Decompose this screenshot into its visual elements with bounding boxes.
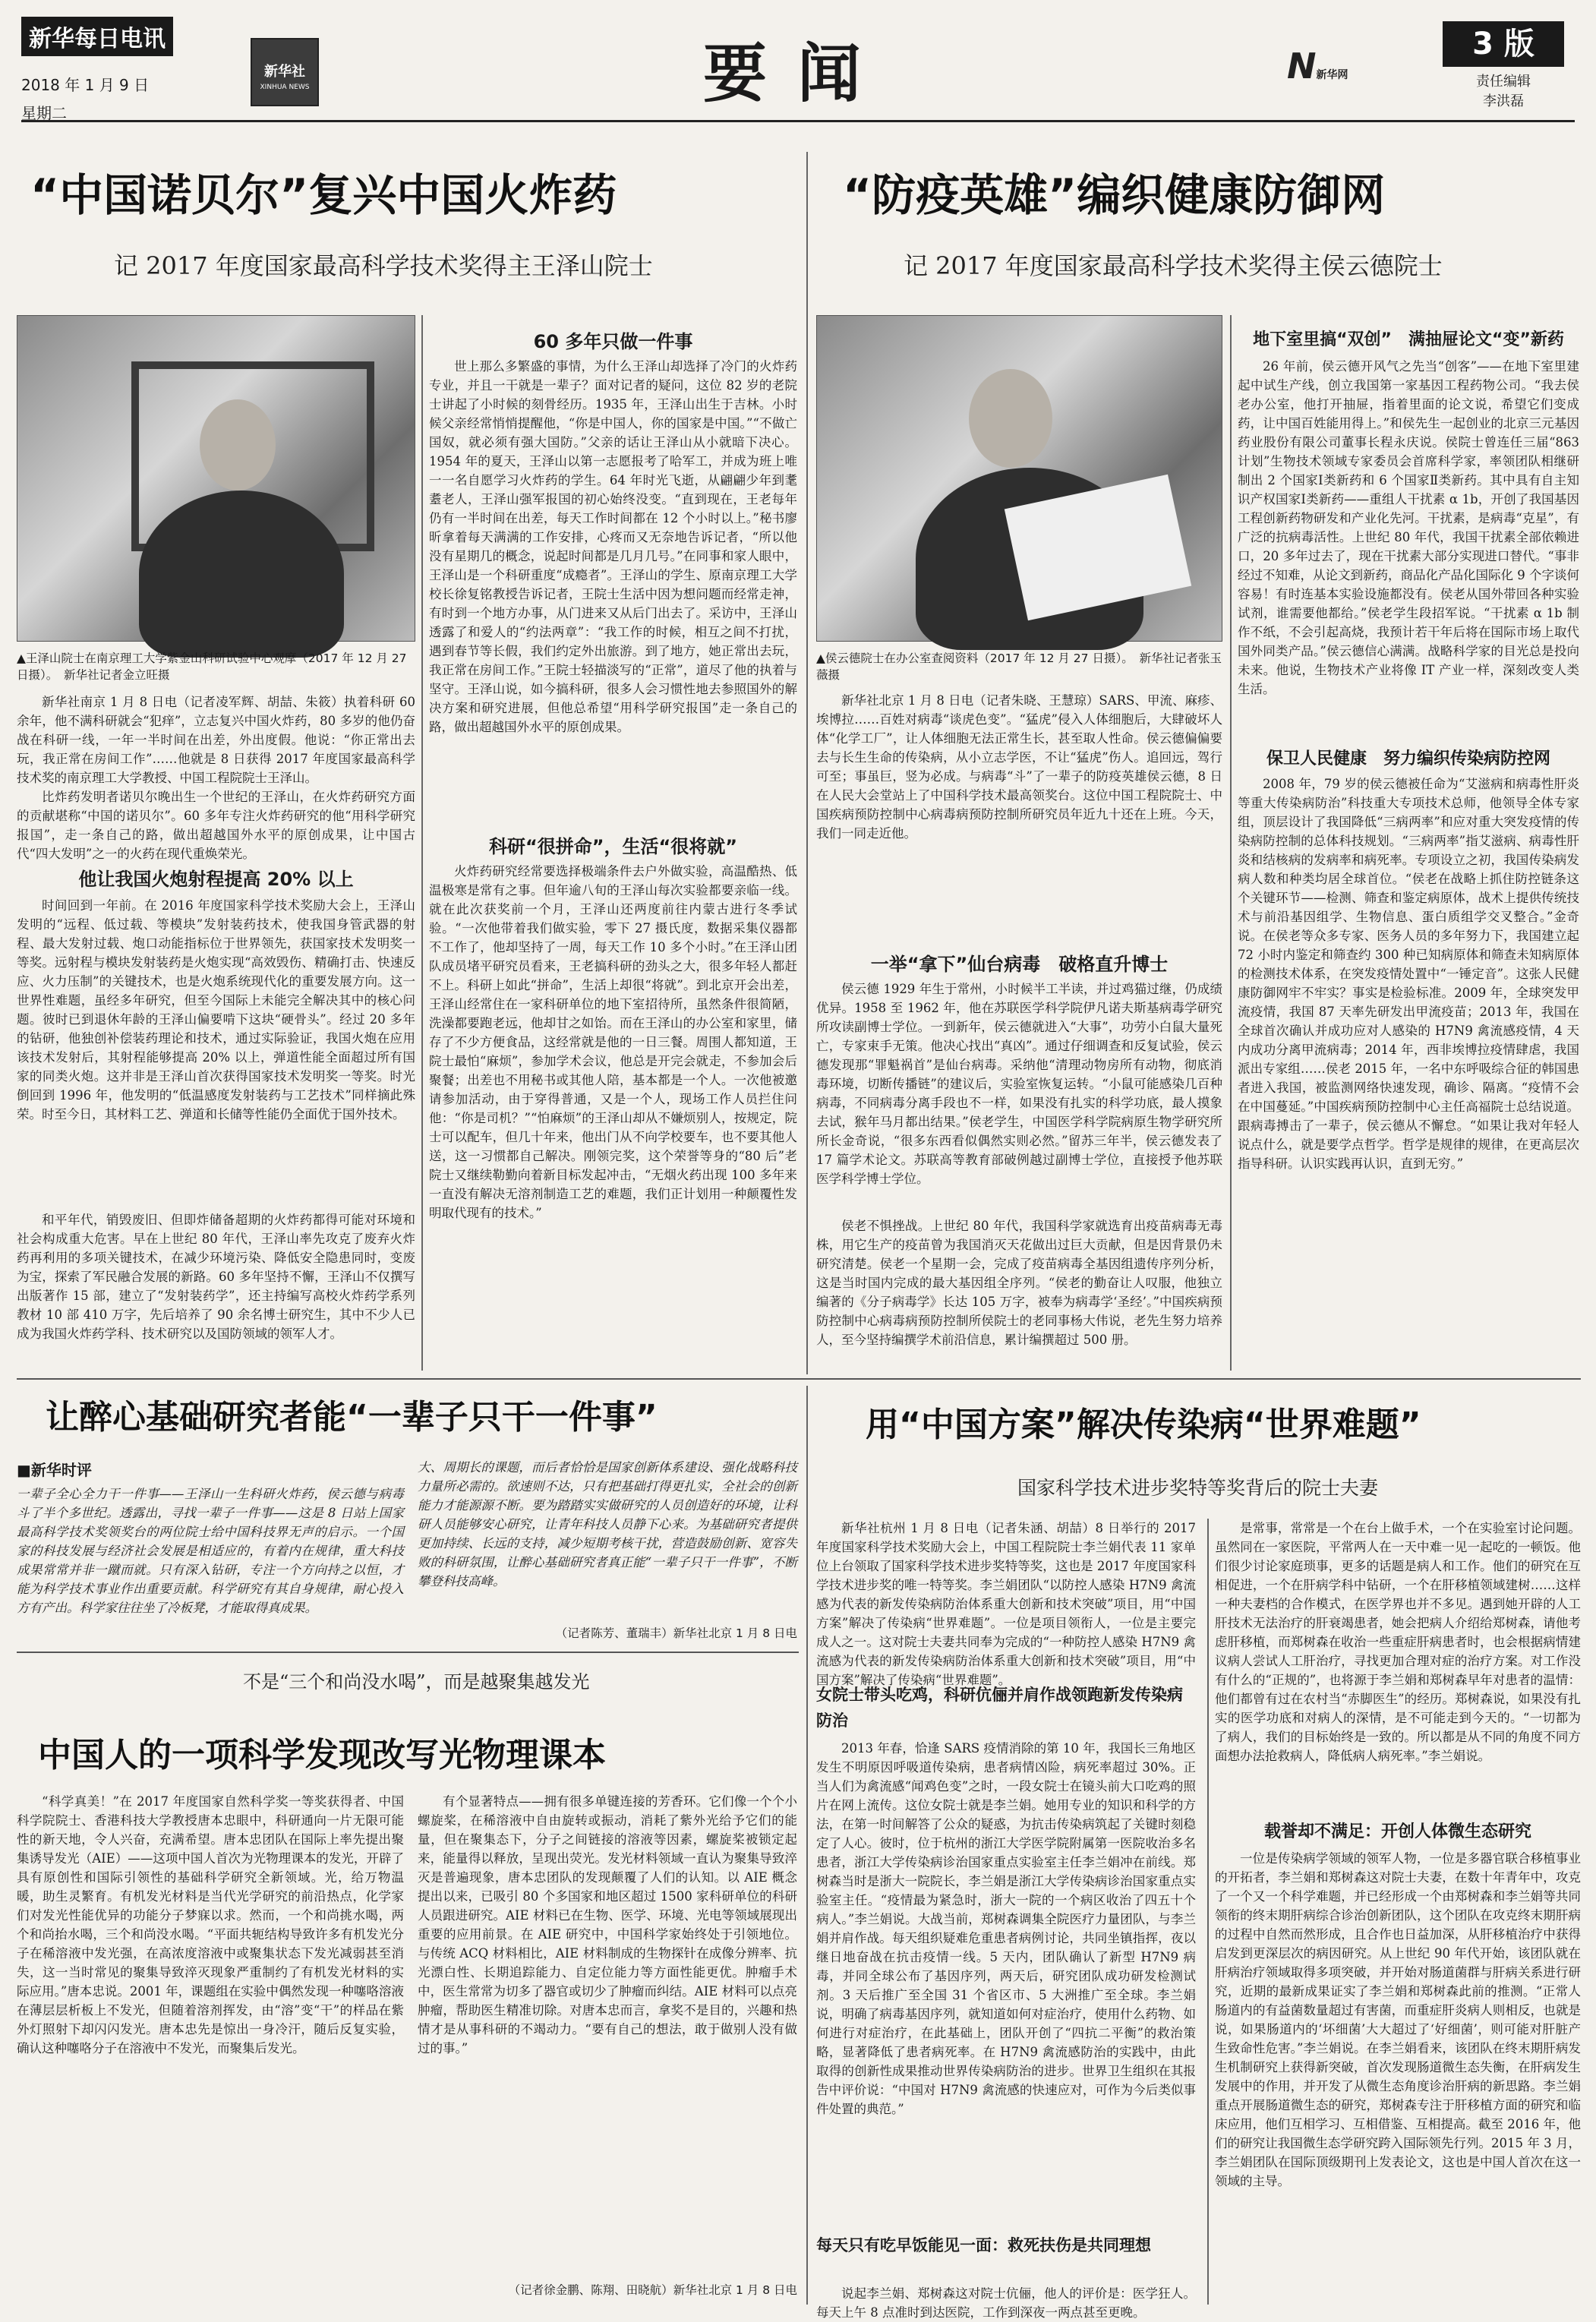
article1-caption: ▲王泽山院士在南京理工大学紫金山科研试验中心观摩（2017 年 12 月 27 日摄）。 新华社记者金立旺摄 [17,651,407,682]
article1-col1b [17,1210,415,1370]
section-title: 要闻 [702,36,891,111]
article2-col1-p: 侯云德 1929 年生于常州，小时候半工半读，并过鸡猫过继，仍成绩优异。1958 至 1962 年，他在苏联医学科学院伊凡诺夫斯基病毒学研究所攻读副博士学位。一到新年，侯云德就进入“大事”，功劳小白鼠大量死亡，专家束手无策。他决心找出“真凶”。通过仔细调查和反复试验，侯云德发现那“罪魁祸首”是仙台病毒。采纳他“清理动物房所有动物，彻底消毒环境，切断传播链”的建议后，实验室恢复运转。“小鼠可能感染几百种病毒，不同病毒分离手段也不一样，如果没有扎实的科学功底，最人摸象去试，猴年马月都出结果。”侯老学生，中国医学科学院病原生物学研究所所长金奇说，“很多东西看似偶然实则必然。”留苏三年半，侯云德发表了 17 篇学术论文。苏联高等教育部破例越过副博士学位，直接授予他苏联医学科学博士学位。 [816,982,1222,1186]
center-divider-top [806,152,808,1374]
article2-subhead-1: 一举“拿下”仙台病毒 破格直升博士 [870,954,1169,975]
article1-divider [421,315,423,1371]
article1-col1 [17,896,415,1207]
article2-col1b-p: 侯老不惧挫战。上世纪 80 年代，我国科学家就选育出疫苗病毒无毒株，用它生产的疫苗曾为我国消灭天花做出过巨大贡献，但是因背景仍未研究清楚。侯老一个星期一会，完成了疫苗病毒全基因组遗传序列分析，这是当时国内完成的最大基因组全序列。“侯老的勤奋让人叹服，他独立编著的《分子病毒学》长达 105 万字，被奉为病毒学‘圣经’。”中国疾病预防控制中心病毒病预防控制所侯院士的老同事杨大伟说，老先生努力培养人，至今坚持编撰学术前沿信息，累计编撰超过 500 册。 [816,1219,1222,1347]
article5-lead-p: 新华社杭州 1 月 8 日电（记者朱涵、胡喆）8 日举行的 2017 年度国家科学技术奖励大会上，中国工程院院士李兰娟代表 11 家单位上台领取了国家科学技术进步奖特等奖，这也是 2017 年度国家科学技术进步奖的唯一特等奖。李兰娟团队“以防控人感染 H7N9 禽流感为代表的新发传染病防治体系重大创新和技术突破”项目，用“中国方案”解决了传染病“世界难题”。一位是项目领衔人，一位是主要完成人之一。这对院士夫妻共同奉为完成的“一种防控人感染 H7N9 禽流感为代表的新发传染病防治体系重大创新和技术突破”项目，用“中国方案”解决了传染病“世界难题”。 [816,1521,1196,1687]
article4-kicker: 不是“三个和尚没水喝”，而是越聚集越发光 [243,1671,590,1693]
article2-photo [816,315,1222,642]
article2-subtitle: 记 2017 年度国家最高科学技术奖得主侯云德院士 [904,251,1443,280]
article3-rule [17,1652,799,1653]
article4-headline: 中国人的一项科学发现改写光物理课本 [38,1736,606,1775]
issue-date: 2018 年 1 月 9 日 [21,76,150,94]
article3-byline: （记者陈芳、董瑞丰）新华社北京 1 月 8 日电 [555,1626,797,1640]
article1-subhead-2: 60 多年只做一件事 [533,331,693,352]
article4-col1 [17,1792,404,2293]
article2-subhead-3: 保卫人民健康 努力编织传染病防控网 [1266,749,1550,768]
article1-lead-p1: 新华社南京 1 月 8 日电（记者凌军辉、胡喆、朱筱）执着科研 60 余年，他不满科研就会“犯痒”，立志复兴中国火炸药，80 多岁的他仍奋战在科研一线，一年一半时间在出差，外出度假。他说：“你正常出去玩，我正常在房间工作”……他就是 8 日获得 2017 年度国家最高科学技术奖的南京理工大学教授、中国工程院院士王泽山。 [17,695,415,785]
center-divider-bottom [806,1386,808,2305]
article2-col2b-p: 2008 年，79 岁的侯云德被任命为“艾滋病和病毒性肝炎等重大传染病防治”科技重大专项技术总师，他领导全体专家组，顶层设计了我国降低“三病两率”和应对重大突发疫情的传染病防控制的总体科技规划。“三病两率”指艾滋病、病毒性肝炎和结核病的发病率和病死率。专项设立之初，我国传染病发病人数和种类均居全球首位。“侯老在战略上抓住防控链条这个关键环节——检测、筛查和鉴定病原体，战术上提供传统技术与前沿基因组学、生物信息、蛋白质组学交叉整合。”金奇说。在侯老等众多专家、医务人员的多年努力下，我国建立起 72 小时内鉴定和筛查约 300 种已知病原体和筛查未知病原体的检测技术体系，在突发疫情处置中“一锤定音”。这张人民健康防御网牢不牢实？事实是检验标准。2009 年，全球突发甲流疫情，我国 87 天率先研发出甲流疫苗；2013 年，我国在全球首次确认并成功应对人感染的 H7N9 禽流感疫情，4 天内成功分离甲流病毒；2014 年，西非埃博拉疫情肆虐，我国派出专家组……侯老 2015 年，一名中东呼吸综合征的韩国患者进入我国，被监测网络快速发现，确诊、隔离。“疫情不会在中国蔓延。”中国疾病预防控制中心主任高福院士总结说道。跟病毒搏击了一辈子，侯云德从不懈怠。“如果让我对年轻人说点什么，就是要学点哲学。哲学是规律的规律，在更高层次指导科研。认识实践再认识，直到无穷。” [1238,777,1579,1171]
paper-name: 新华每日电讯 [21,17,173,56]
xinhua-logo-cn: 新华社 [264,64,305,80]
issue-weekday: 星期二 [21,104,67,122]
article5-divider [1207,1519,1209,2305]
article1-subtitle: 记 2017 年度国家最高科学技术奖得主王泽山院士 [114,251,653,280]
editor-label: 责任编辑 [1476,74,1531,90]
editor-name: 李洪磊 [1483,93,1524,109]
news-logo [1287,46,1355,99]
article1-col2-p: 世上那么多繁盛的事情，为什么王泽山却选择了冷门的火炸药专业，并且一干就是一辈子？面对记者的疑问，这位 82 岁的老院士讲起了小时候的刻骨经历。1935 年，王泽山出生于吉林。小时候父亲经常悄悄提醒他，“你是中国人，你的国家是中国。”“不做亡国奴，就必须有强大国防。”父亲的话让王泽山从小就暗下决心。1954 年的夏天，王泽山以第一志愿报考了哈军工，并成为班上唯一一名自愿学习火炸药的学生。64 年时光飞逝，从翩翩少年到耄耋老人，王泽山强军报国的初心始终没变。“直到现在，王老每年仍有一半时间在出差，每天工作时间都在 12 个小时以上。”秘书廖昕拿着每天满满的工作安排，心疼而又无奈地告诉记者，“所以他没有星期几的概念，说起时间都是几月几号。”在同事和家人眼中，王泽山是一个科研重度“成瘾者”。王泽山的学生、原南京理工大学校长徐复铭教授告诉记者，王院士生活中因为想问题而经常走神，有时到一个地方办事，从门进来又从后门出去了。采访中，王泽山透露了和爱人的“约法两章”：“我工作的时候，相互之间不打扰，遇到春节等长假，我们约定外出旅游。到了地方，她正常出去玩，我正常在房间工作。”王院士轻描淡写的“正常”，道尽了他的执着与坚守。王泽山说，如今搞科研，很多人会习惯性地去参照国外的解决方案和研究进展，但他总希望“用科学研究报国”走一条自己的路，做出超越国外水平的原创成果。 [429,359,797,734]
article4-byline: （记者徐金鹏、陈翔、田晓航）新华社北京 1 月 8 日电 [508,2283,797,2297]
article5-subhead-2: 每天只有吃早饭能见一面：救死扶伤是共同理想 [816,2236,1151,2254]
article4-col2-p: 有个显著特点——拥有很多单键连接的芳香环。它们像一个个小螺旋桨，在稀溶液中自由旋转或振动，消耗了紫外光给予它们的能量，但在聚集态下，分子之间链接的溶液等因素，螺旋桨被锁定起来，能量得以释放，呈现出荧光。发光材料领域一直认为聚集导致淬灭是普遍现象，唐本忠团队的发现颠覆了人们的认知。以 AIE 概念提出以来，已吸引 80 个多国家和地区超过 1500 家科研单位的科研人员跟进研究。AIE 材料已在生物、医学、环境、光电等领域展现出重要的应用前景。在 AIE 研究中，中国科学家始终处于引领地位。与传统 ACQ 材料相比，AIE 材料制成的生物探针在成像分辨率、抗光漂白性、长期追踪能力、自定位能力等方面性能更优。肿瘤手术中，医生常常为切多了器官或切少了肿瘤而纠结。AIE 材料可以点亮肿瘤，帮助医生精准切除。对唐本忠而言，拿奖不是目的，兴趣和热情才是从事科研的不竭动力。“要有自己的想法，敢于做别人没有做过的事。” [418,1794,797,2055]
xinhua-logo-en: XINHUA NEWS [260,84,310,91]
article5-lead [816,1519,1196,1687]
article1-subhead-1: 他让我国火炮射程提高 20% 以上 [78,869,354,890]
article3-headline: 让醉心基础研究者能“一辈子只干一件事” [46,1398,658,1437]
article2-col2b [1238,775,1579,1371]
article2-headline: “防疫英雄”编织健康防御网 [843,169,1386,221]
article2-lead-p: 新华社北京 1 月 8 日电（记者朱晓、王慧琼）SARS、甲流、麻疹、埃博拉……百姓对病毒“谈虎色变”。“猛虎”侵入人体细胞后，大肆破坏人体“化学工厂”，让人体细胞无法正常生长，甚至取人性命。侯云德偏偏要去与长生生命的传染病，从小立志学医，不让“猛虎”伤人。追回远，驾行可至；事虽巨，竖为必成。与病毒“斗”了一辈子的防疫英雄侯云德，8 日在人民大会堂站上了中国科学技术最高领奖台。这位中国工程院院士、中国疾病预防控制中心病毒病预防控制所研究员年近九十还在上班。今天，我们一同走近他。 [816,693,1222,841]
article5-subtitle: 国家科学技术进步奖特等奖背后的院士夫妻 [1017,1477,1379,1499]
article1-col1-p: 时间回到一年前。在 2016 年度国家科学技术奖励大会上，王泽山发明的“远程、低过载、等模块”发射装药技术，使我国身管武器的射程、最大发射过载、炮口动能指标位于世界领先，获国家技术发明奖一等奖。远射程与模块发射装药是火炮实现“高效毁伤、精确打击、快速反应、火力压制”的关键技术，也是火炮系统现代化的重要发展方向。这一世界性难题，虽经多年研究，但至今国际上未能完全解决其中的核心问题。彼时已到退休年龄的王泽山偏要啃下这块“硬骨头”。经过 20 多年的钻研，他独创补偿装药理论和技术，通过实际验证，我国火炮在应用该技术发射后，其射程能够提高 20% 以上，弹道性能全面超过所有国家的同类火炮。这并非是王泽山首次获得国家技术发明奖一等奖。时光倒回到 1996 年，他发明的“低温感度发射装药与工艺技术”同样摘此殊荣。时至今日，其材料工艺、弹道和长储等性能仍全面优于国外技术。 [17,898,415,1122]
article1-col2b-p: 火炸药研究经常要选择极端条件去户外做实验，高温酷热、低温极寒是常有之事。但年逾八旬的王泽山每次实验都要亲临一线。就在此次获奖前一个月，王泽山还两度前往内蒙古进行冬季试验。“一次他带着我们做实验，零下 27 摄氏度，数据采集仪器都不工作了，他却坚持了一周，每天工作 10 多个小时。”在王泽山团队成员堵平研究员看来，王老搞科研的劲头之大，很多年轻人都赶不上。科研上如此“拼命”，生活上却很“将就”。到北京开会出差，王泽山经常住在一家科研单位的地下室招待所，虽然条件很简陋，洗澡都要跑老远，他却甘之如饴。而在王泽山的办公室和家里，储存了不少方便食品，这经常就是他的一日三餐。周围人都知道，王院士最怕“麻烦”，参加学术会议，他总是开完会就走，不参加会后聚餐；出差也不用秘书或其他人陪，基本都是一个人。一次他被邀请参加活动，由于穿得普通，又是一个人，现场工作人员拦住问他：“你是司机？”“怕麻烦”的王泽山却从不嫌烦别人，按规定，院士可以配车，但几十年来，他出门从不向学校要车，也不要其他人送，这一习惯都自己解决。刚领完奖，这个荣誉等身的“80 后”老院士又继续勒勤向着新目标发起冲击，“无烟火药出现 100 多年来一直没有解决无溶剂制造工艺的难题，我们正计划用一种颠覆性发明取代现有的技术。” [429,864,797,1220]
article5-subhead-1: 女院士带头吃鸡，科研伉俪并肩作战领跑新发传染病防治 [816,1686,1183,1730]
article1-lead-p2: 比炸药发明者诺贝尔晚出生一个世纪的王泽山，在火炸药研究方面的贡献堪称“中国的诺贝尔”。60 多年专注火炸药研究的他“用科学研究报国”，走一条自己的路，做出超越国外水平的原创成果，让中国古代“四大发明”之一的火药在现代重焕荣光。 [17,790,415,861]
article1-col2b [429,862,797,1371]
masthead-rule [21,120,1575,122]
article1-col1b-p: 和平年代，销毁废旧、但即炸储备超期的火炸药都得可能对环境和社会构成重大危害。早在上世纪 80 年代，王泽山率先攻克了废弃火炸药再利用的多项关键技术，在减少环境污染、降低安全隐患同时，变废为宝，探索了军民融合发展的新路。60 多年坚持不懈，王泽山不仅撰写出版著作 15 部，建立了“发射装药学”，还主持编写高校火炸药学系列教材 10 部 410 万字，先后培养了 90 余名博士研究生，其中不少人已成为我国火炸药学科、技术研究以及国防领域的领军人才。 [17,1213,415,1341]
article3-col2: 大、周期长的课题，而后者恰恰是国家创新体系建设、强化战略科技力量所必需的。欲速则不达，只有把基础打得更扎实，全社会的创新能力才能源源不断。要为踏踏实实做研究的人员创造好的环境，让科研人员能够安心研究，让青年科技人员静下心来。为基础研究者提供更加持续、长远的支持，减少短期考核干扰，营造鼓励创新、宽容失败的科研氛围，让醉心基础研究者真正能“一辈子只干一件事”，不断攀登科技高峰。 [418,1460,797,1588]
article5-col1b-p: 说起李兰娟、郑树森这对院士伉俪，他人的评价是：医学狂人。每天上午 8 点准时到达医院，工作到深夜一两点甚至更晚。 [816,2286,1196,2320]
article2-lead [816,691,1222,942]
article1-photo [17,315,415,642]
editor-info [1443,72,1564,112]
article5-col2 [1215,1519,1581,1807]
article4-col1-p: “科学真美！”在 2017 年度国家自然科学奖一等奖获得者、中国科学院院士、香港科技大学教授唐本忠眼中，科研通向一片无限可能性的新天地，令人兴奋，充满希望。唐本忠团队在国际上率先提出聚集诱导发光（AIE）——这项中国人首次为光物理课本的发光，开辟了具有原创性和国际引领性的基础科学研究全新领域。光，给万物温暖，助生灵繁育。有机发光材料是当代光学研究的前沿热点，化学家们对发光性能优异的功能分子梦寐以求。然而，一个和尚挑水喝，两个和尚抬水喝，三个和尚没水喝。“平面共轭结构导致许多有机发光分子在稀溶液中发光强，在高浓度溶液中或聚集状态下发光减弱甚至消失，这一当时常见的聚集导致淬灭现象严重制约了有机发光材料的实际应用。”唐本忠说。2001 年，课题组在实验中偶然发现一种噻咯溶液在薄层层析板上不发光，但随着溶剂挥发，由“溶”变“干”的样品在紫外灯照射下却闪闪发光。唐本忠先是惊出一身冷汗，随后反复实验，确认这种噻咯分子在溶液中不发光，而聚集后发光。 [17,1794,404,2055]
xinhua-logo [251,38,319,106]
article2-col2 [1238,357,1579,737]
page-number: 3 版 [1443,21,1564,67]
article2-col2-p: 26 年前，侯云德开风气之先当“创客”——在地下室里建起中试生产线，创立我国第一家基因工程药物公司。“我去侯老办公室，他打开抽屉，指着里面的论文说，希望它们变成药，让中国百姓能用得上。”和侯先生一起创业的北京三元基因药业股份有限公司董事长程永庆说。侯院士曾连任三届“863 计划”生物技术领域专家委员会首席科学家，率领团队相继研制出 2 个国家Ⅰ类新药和 6 个国家Ⅱ类新药。其中具有自主知识产权国家Ⅰ类新药——重组人干扰素 α 1b，开创了我国基因工程创新药物研发和产业化先河。干扰素，是病毒“克星”，有广泛的抗病毒活性。上世纪 80 年代，我国干扰素全部依赖进口，20 多年过去了，现在干扰素大部分实现进口替代。“事非经过不知难，从论文到新药，商品化产品化国际化 9 个字谈何容易！有时连基本实验设施都没有。侯老从国外带回各种实验试剂，谁需要他都给。”侯老学生段招军说。“干扰素 α 1b 制作不纸，不会引起高烧，我预计若干年后将在国际市场上取代国外同类产品。”侯云德信心满满。战略科学家的目光总是投向未来。他说，生物技术产业将像 IT 产业一样，深刻改变人类生活。 [1238,359,1579,696]
article4-col2 [418,1792,797,2278]
article1-col2 [429,357,797,820]
article1-headline: “中国诺贝尔”复兴中国火炸药 [30,169,617,221]
news-logo-text: 新华网 [1316,69,1348,81]
article2-col1 [816,980,1222,1215]
article5-col2-p: 是常事，常常是一个在台上做手术，一个在实验室讨论问题。虽然同在一家医院，平常两人在一天中难一见一起吃的一顿饭。他们很少讨论家庭琐事，更多的话题是病人和工作。他们的研究在互相促进，一个在肝病学科中钻研，一个在肝移植领域建树……这样一种夫妻档的合作模式，在医学界也并不多见。遇到她开辟的人工肝技术无法治疗的肝衰竭患者，她会把病人介绍给郑树森，请他考虑肝移植，而郑树森在收治一些重症肝病患者时，也会根据病情建议病人尝试人工肝治疗，寻找更加合理对症的治疗方案。对工作没有什么的“正规的”，也将源于李兰娟和郑树森早年对患者的温情：他们都曾有过在农村当“赤脚医生”的经历。郑树森说，如果没有扎实的医学功底和对病人的深情，是不可能走到今天的。“一切都为了病人，我们的目标始终是一致的。所以都是从不同的角度不同方面想办法抢救病人，降低病人病死率。”李兰娟说。 [1215,1521,1581,1763]
article5-col1 [816,1739,1196,2225]
article2-col1b [816,1216,1222,1368]
article1-lead [17,692,415,861]
article1-subhead-3: 科研“很拼命”，生活“很将就” [488,836,738,857]
article5-col1-p: 2013 年春，恰逢 SARS 疫情消除的第 10 年，我国长三角地区发生不明原因呼吸道传染病，患者病情凶险，病死率超过 30%。正当人们为禽流感“闻鸡色变”之时，一段女院士在镜头前大口吃鸡的照片在网上流传。这位女院士就是李兰娟。她用专业的知识和科学的方法，在第一时间解答了公众的疑惑，为抗击传染病筑起了关键时刻稳定了人心。彼时，位于杭州的浙江大学医学院附属第一医院收治多名患者，浙江大学传染病诊治国家重点实验室主任李兰娟冲在前线。郑树森当时是浙大一院院长，李兰娟是浙江大学传染病诊治国家重点实验室主任。“疫情最为紧急时，浙大一院的一个病区收治了四五十个病人。”李兰娟说。大战当前，郑树森调集全院医疗力量团队，与李兰娟并肩作战。每天组织疑难危重患者病例讨论，共同坐镇指挥，夜以继日地奋战在抗击疫情一线。5 天内，团队确认了新型 H7N9 病毒，并同全球公布了基因序列，两天后，研究团队成功研发检测试剂。3 天后推广至全国 31 个省区市、5 大洲推广至全球。李兰娟说，明确了病毒基因序列，就知道如何对症治疗，使用什么药物、如何进行对症治疗，在此基础上，团队开创了“四抗二平衡”的救治策略，显著降低了患者病死率。在 H7N9 禽流感防治的实践中，由此取得的创新性成果推动世界传染病防治的进步。世界卫生组织在其报告中评价说：“中国对 H7N9 禽流感的快速应对，可作为今后类似事件处置的典范。” [816,1741,1196,2116]
article5-headline: 用“中国方案”解决传染病“世界难题” [866,1406,1421,1444]
middle-horizontal-rule [17,1378,1581,1380]
news-logo-letter: N [1287,46,1317,87]
article5-subhead-3: 载誉却不满足：开创人体微生态研究 [1263,1822,1531,1841]
article3-col1: 一辈子全心全力干一件事——王泽山一生科研火炸药，侯云德与病毒斗了半个多世纪。透露出，寻找一辈子一件事——这是 8 日站上国家最高科学技术奖领奖台的两位院士给中国科技界无声的启示。一个国家的科技发展与经济社会发展是相适应的，有着内在规律，重大科技成果常常并非一蹴而就。只有深入钻研，专注一个方向持之以恒，才能为科学技术事业作出重要贡献。科学研究有其自身规律，耐心投入方有产出。科学家往往坐了冷板凳，才能取得真成果。 [17,1487,404,1615]
article5-col1b [816,2284,1196,2320]
article3-kicker: ■新华时评 [17,1461,92,1479]
masthead-left [21,17,226,123]
article2-caption: ▲侯云德院士在办公室查阅资料（2017 年 12 月 27 日摄）。 新华社记者张玉薇摄 [816,651,1222,682]
article5-col2b-p: 一位是传染病学领域的领军人物，一位是多器官联合移植事业的开拓者，李兰娟和郑树森这对院士夫妻，在数十年青年中，攻克了一个又一个科学难题，并已经形成一个由郑树森和李兰娟等共同领衔的终末期肝病综合诊治创新团队，这个团队在攻克终末期肝病的过程中自然而然形成，且合作也日益加深，从肝移植治疗中获得启发到更深层次的病因研究。从上世纪 90 年代开始，该团队就在肝病治疗领域取得多项突破，并开始对肠道菌群与肝病关系进行研究，近期的最新成果证实了李兰娟和郑树森此前的推测。“正常人肠道内的有益菌数量超过有害菌，而重症肝炎病人则相反，也就是说，如果肠道内的‘坏细菌’大大超过了‘好细菌’，则可能对肝脏产生致命性危害。”李兰娟说。在李兰娟看来，该团队在终末期肝病发生机制研究上获得新突破，首次发现肠道微生态失衡，在肝病发生发展中的作用，并开发了从微生态角度诊治肝病的新思路。李兰娟重点开展肠道微生态的研究，郑树森专注于肝移植方面的研究和临床应用，他们互相学习、互相借鉴、互相提高。截至 2016 年，他们的研究让我国微生态学研究跨入国际领先行列。2015 年 3 月，李兰娟团队在国际顶级期刊上发表论文，这也是中国人首次在这一领域的主导。 [1215,1851,1581,2188]
article2-divider [1230,315,1232,1371]
article2-subhead-2: 地下室里搞“双创” 满抽屉论文“变”新药 [1253,330,1564,349]
article5-col2b [1215,1849,1581,2305]
